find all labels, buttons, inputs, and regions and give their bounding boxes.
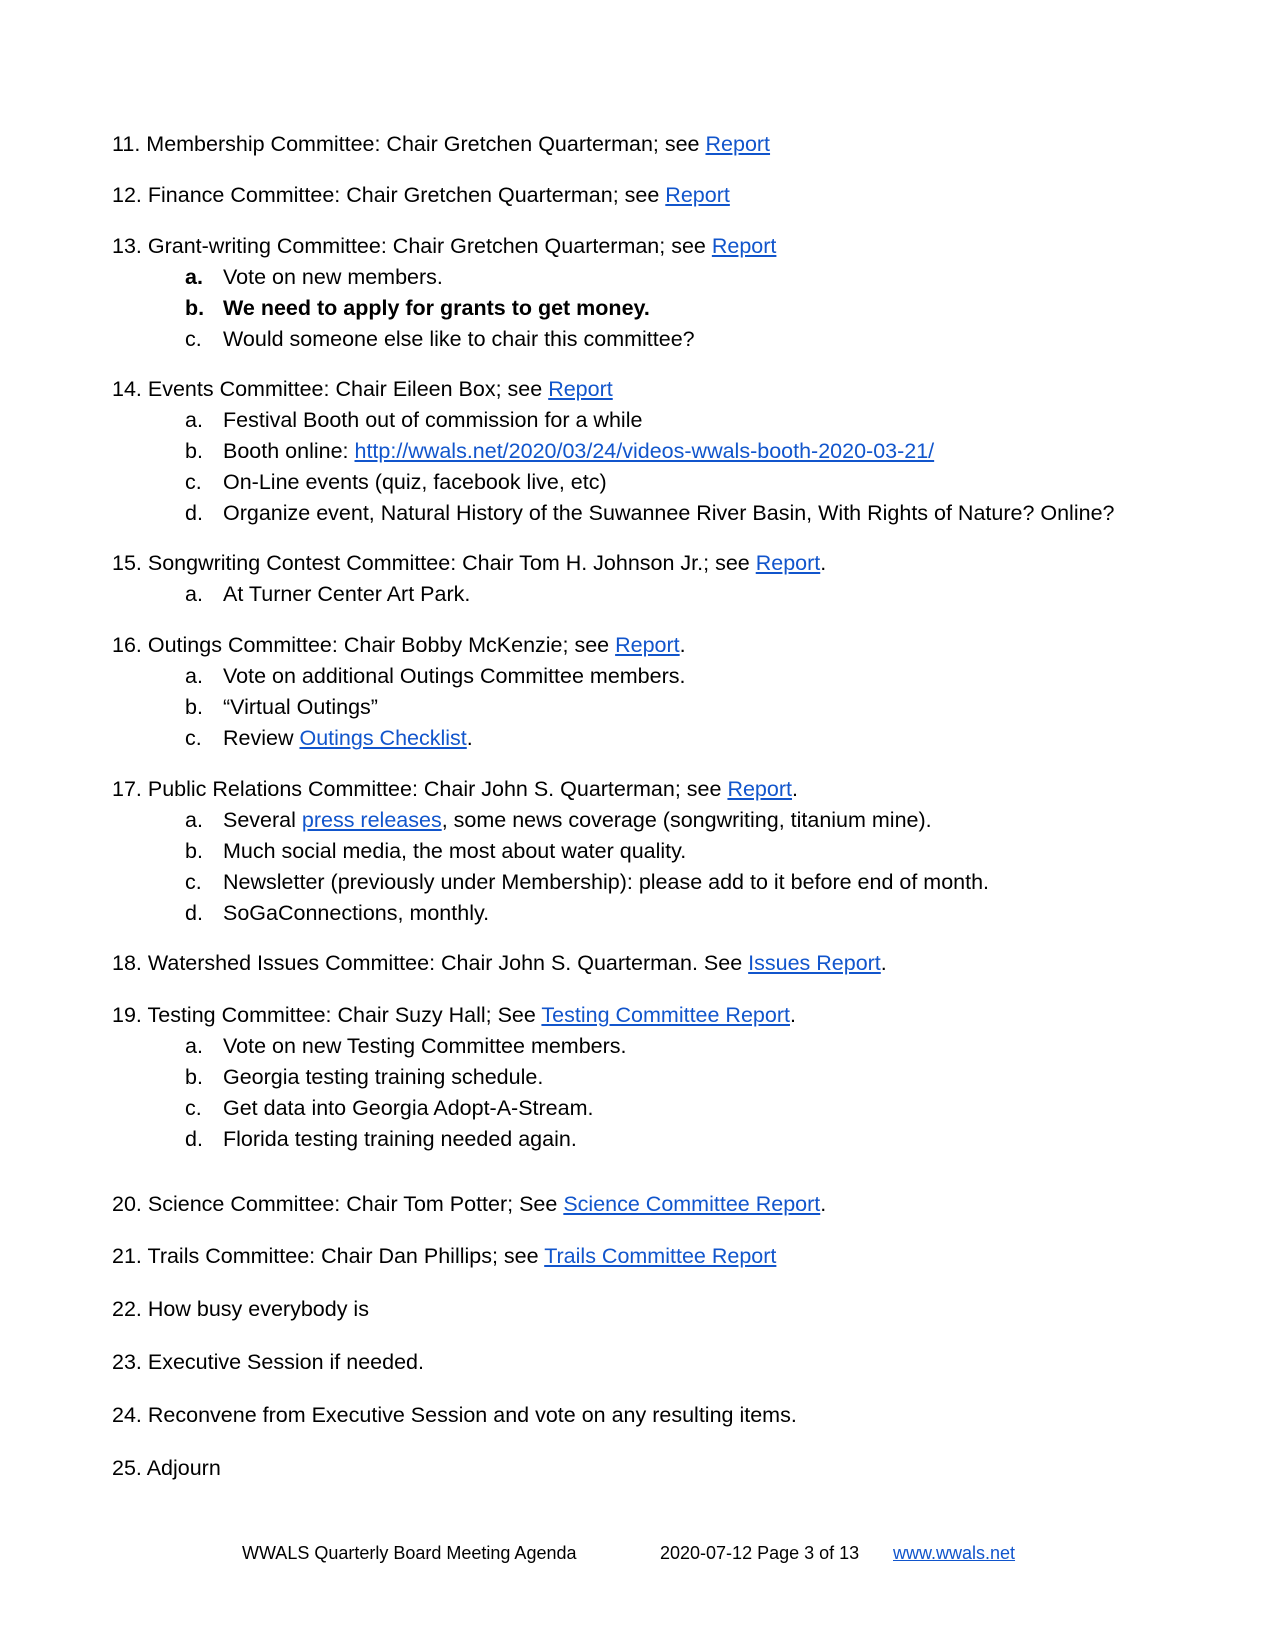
footer-date-page: 2020-07-12 Page 3 of 13 — [660, 1543, 860, 1563]
agenda-item-16 — [112, 632, 686, 658]
agenda-item-25 — [112, 1455, 221, 1481]
sub-item — [185, 1095, 593, 1121]
sub-item — [185, 900, 489, 926]
sub-item — [185, 326, 695, 352]
item-number: 16. — [112, 633, 142, 657]
sub-item — [185, 694, 378, 720]
sub-text: On-Line events (quiz, facebook live, etc) — [223, 470, 607, 494]
sub-text: Much social media, the most about water quality. — [223, 839, 687, 863]
item-number: 13. — [112, 234, 142, 258]
sub-letter: b. — [185, 839, 203, 863]
agenda-item-17 — [112, 776, 798, 802]
item-suffix: . — [679, 633, 686, 657]
sub-letter: b. — [185, 439, 203, 463]
agenda-item-20 — [112, 1191, 826, 1217]
sub-letter: d. — [185, 1127, 203, 1151]
sub-text: Review — [223, 726, 300, 750]
report-link[interactable]: Report — [548, 377, 613, 401]
sub-text: At Turner Center Art Park. — [223, 582, 471, 606]
sub-item — [185, 807, 932, 833]
report-link[interactable]: Report — [615, 633, 680, 657]
agenda-item-21 — [112, 1243, 776, 1269]
sub-letter: c. — [185, 327, 202, 351]
item-suffix: . — [791, 777, 798, 801]
item-number: 21. — [112, 1244, 142, 1268]
item-text: Adjourn — [146, 1456, 221, 1480]
sub-letter: c. — [185, 470, 202, 494]
sub-letter: a. — [185, 808, 203, 832]
sub-text: Several — [223, 808, 302, 832]
sub-text: SoGaConnections, monthly. — [223, 901, 490, 925]
item-number: 18. — [112, 951, 142, 975]
sub-item — [185, 438, 934, 464]
sub-text: Newsletter (previously under Membership): please add to it before end of month. — [223, 870, 990, 894]
press-releases-link[interactable]: press releases — [301, 808, 442, 832]
sub-letter: a. — [185, 664, 203, 688]
sub-text: Vote on additional Outings Committee members. — [223, 664, 686, 688]
item-text: Testing Committee: Chair Suzy Hall; See — [147, 1003, 542, 1027]
item-number: 25. — [112, 1456, 142, 1480]
report-link[interactable]: Report — [705, 132, 771, 156]
item-number: 20. — [112, 1192, 142, 1216]
item-number: 19. — [112, 1003, 142, 1027]
agenda-item-24 — [112, 1402, 797, 1428]
report-link[interactable]: Report — [665, 183, 730, 207]
sub-item — [185, 407, 642, 433]
agenda-item-19 — [112, 1002, 796, 1028]
sub-item — [185, 581, 470, 607]
science-report-link[interactable]: Science Committee Report — [563, 1192, 821, 1216]
item-text: Events Committee: Chair Eileen Box; see — [147, 377, 549, 401]
footer-site-link[interactable]: www.wwals.net — [893, 1543, 1016, 1563]
sub-item — [185, 500, 1114, 526]
sub-text: Organize event, Natural History of the Suwannee River Basin, With Rights of Nature? Online? — [223, 501, 1115, 525]
sub-text: Would someone else like to chair this committee? — [223, 327, 695, 351]
item-text: Grant-writing Committee: Chair Gretchen Quarterman; see — [147, 234, 712, 258]
sub-text: Booth online: — [223, 439, 355, 463]
agenda-item-14 — [112, 376, 613, 402]
sub-item — [185, 838, 686, 864]
sub-text: Vote on new Testing Committee members. — [223, 1034, 627, 1058]
footer-title: WWALS Quarterly Board Meeting Agenda — [242, 1543, 577, 1563]
sub-text: Get data into Georgia Adopt-A-Stream. — [223, 1096, 594, 1120]
item-text: Trails Committee: Chair Dan Phillips; see — [147, 1244, 545, 1268]
agenda-item-18 — [112, 950, 887, 976]
agenda-item-22 — [112, 1296, 369, 1322]
item-suffix: . — [820, 1192, 827, 1216]
sub-suffix: . — [466, 726, 473, 750]
booth-video-link[interactable]: http://wwals.net/2020/03/24/videos-wwals-booth-2020-03-21/ — [354, 439, 935, 463]
item-suffix: . — [880, 951, 887, 975]
report-link[interactable]: Report — [711, 234, 777, 258]
sub-letter: c. — [185, 1096, 202, 1120]
item-number: 15. — [112, 551, 142, 575]
report-link[interactable]: Report — [727, 777, 792, 801]
item-number: 23. — [112, 1350, 142, 1374]
item-text: Public Relations Committee: Chair John S. Quarterman; see — [147, 777, 728, 801]
sub-letter: d. — [185, 901, 203, 925]
agenda-item-23 — [112, 1349, 424, 1375]
item-suffix: . — [820, 551, 827, 575]
outings-checklist-link[interactable]: Outings Checklist — [299, 726, 467, 750]
sub-item — [185, 264, 443, 290]
sub-letter: a. — [185, 265, 203, 289]
sub-letter: c. — [185, 726, 202, 750]
item-number: 12. — [112, 183, 142, 207]
item-text: Membership Committee: Chair Gretchen Quarterman; see — [146, 132, 706, 156]
item-text: How busy everybody is — [147, 1297, 369, 1321]
sub-item — [185, 1033, 627, 1059]
sub-item — [185, 869, 989, 895]
item-suffix: . — [789, 1003, 796, 1027]
sub-item — [185, 663, 685, 689]
sub-item — [185, 1064, 543, 1090]
sub-text: Florida testing training needed again. — [223, 1127, 577, 1151]
trails-report-link[interactable]: Trails Committee Report — [544, 1244, 777, 1268]
sub-letter: b. — [185, 695, 203, 719]
agenda-item-15 — [112, 550, 826, 576]
item-number: 14. — [112, 377, 142, 401]
item-text: Watershed Issues Committee: Chair John S. Quarterman. See — [147, 951, 749, 975]
sub-suffix: , some news coverage (songwriting, titanium mine). — [441, 808, 932, 832]
agenda-item-11 — [112, 131, 770, 157]
sub-item — [185, 295, 650, 321]
item-number: 22. — [112, 1297, 142, 1321]
sub-letter: b. — [185, 296, 205, 320]
sub-item — [185, 469, 607, 495]
report-link[interactable]: Report — [755, 551, 821, 575]
sub-text: “Virtual Outings” — [223, 695, 378, 719]
sub-text: Festival Booth out of commission for a while — [223, 408, 643, 432]
sub-letter: a. — [185, 1034, 203, 1058]
item-text: Executive Session if needed. — [147, 1350, 424, 1374]
sub-letter: a. — [185, 408, 203, 432]
item-text: Finance Committee: Chair Gretchen Quarterman; see — [147, 183, 666, 207]
agenda-item-12 — [112, 182, 730, 208]
issues-report-link[interactable]: Issues Report — [748, 951, 881, 975]
sub-letter: c. — [185, 870, 202, 894]
testing-report-link[interactable]: Testing Committee Report — [541, 1003, 790, 1027]
sub-letter: d. — [185, 501, 203, 525]
agenda-item-13 — [112, 233, 776, 259]
item-text: Reconvene from Executive Session and vote on any resulting items. — [147, 1403, 797, 1427]
item-text: Songwriting Contest Committee: Chair Tom H. Johnson Jr.; see — [147, 551, 756, 575]
sub-item — [185, 725, 473, 751]
sub-text: Vote on new members. — [223, 265, 443, 289]
sub-letter: a. — [185, 582, 203, 606]
sub-letter: b. — [185, 1065, 203, 1089]
sub-text: Georgia testing training schedule. — [223, 1065, 544, 1089]
sub-item — [185, 1126, 577, 1152]
item-number: 17. — [112, 777, 142, 801]
item-text: Outings Committee: Chair Bobby McKenzie; see — [147, 633, 616, 657]
item-text: Science Committee: Chair Tom Potter; See — [147, 1192, 564, 1216]
sub-text: We need to apply for grants to get money. — [223, 296, 650, 320]
item-number: 11. — [112, 132, 141, 156]
item-number: 24. — [112, 1403, 142, 1427]
